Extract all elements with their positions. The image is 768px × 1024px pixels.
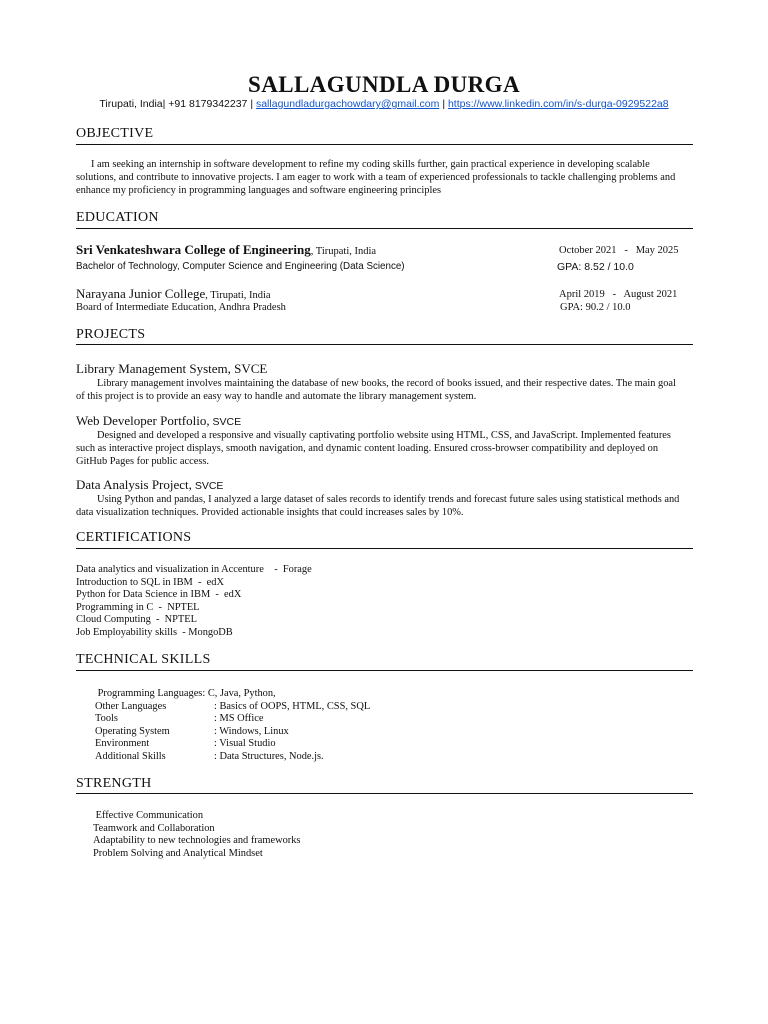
project-name: Library Management System, SVCE: [76, 361, 268, 376]
skill-value: : MS Office: [214, 713, 264, 725]
strength-item: Teamwork and Collaboration: [93, 822, 215, 834]
skill-name: Environment: [95, 738, 150, 750]
project-title: [76, 477, 223, 493]
section-divider: [76, 670, 693, 671]
education-dates: October 2021 - May 2025: [559, 245, 679, 256]
candidate-name: SALLAGUNDLA DURGA: [248, 72, 520, 97]
certification-item: Data analytics and visualization in Accenture - Forage: [76, 564, 312, 575]
institution-name: Sri Venkateshwara College of Engineering: [76, 242, 311, 257]
skill-name: Tools: [95, 713, 118, 725]
education-degree: Board of Intermediate Education, Andhra Pradesh: [76, 302, 286, 313]
project-description: Using Python and pandas, I analyzed a large dataset of sales records to identify trends and forecast future sales using statistical methods and data visualization techniques. Provided actionable insights that could increases sales by 10%.: [76, 494, 680, 518]
certifications-heading: CERTIFICATIONS: [76, 530, 192, 545]
education-institution: [76, 286, 271, 302]
project-description: Designed and developed a responsive and visually captivating portfolio website using HTML, CSS, and JavaScript. Implemented features such as interactive project displays, smooth navigation, and dynamic content loading. Ensured cross-browser compatibility and deployed on GitHub Pages for public access.: [76, 430, 671, 467]
project-title: [76, 413, 241, 429]
skill-name: Other Languages: [95, 700, 167, 712]
skill-programming-languages: Programming Languages: C, Java, Python,: [95, 688, 276, 699]
project-name: Web Developer Portfolio,: [76, 413, 210, 428]
skill-value: : Data Structures, Node.js.: [214, 750, 324, 762]
skill-name: Operating System: [95, 725, 170, 737]
strength-heading: STRENGTH: [76, 776, 152, 791]
education-institution: [76, 242, 376, 258]
objective-text: I am seeking an internship in software development to refine my coding skills further, gain practical experience in developing scalable solutions, and contribute to innovative projects. I am eager to work with a team of experienced professionals to tackle challenging problems and enhance my proficiency in programming languages and software engineering principles: [76, 159, 676, 196]
project-title: [76, 361, 267, 377]
certification-item: Job Employability skills - MongoDB: [76, 626, 233, 638]
strength-item: Effective Communication: [93, 810, 204, 821]
section-divider: [76, 144, 693, 145]
certifications-list: [76, 564, 312, 640]
certification-item: Python for Data Science in IBM - edX: [76, 589, 242, 601]
location-phone: Tirupati, India| +91 8179342237 |: [99, 98, 254, 110]
email-link[interactable]: sallagundladurgachowdary@gmail.com: [255, 98, 440, 110]
institution-location: , Tirupati, India: [310, 246, 377, 257]
skill-value: : Basics of OOPS, HTML, CSS, SQL: [214, 700, 371, 712]
education-gpa: GPA: 8.52 / 10.0: [557, 261, 634, 273]
certification-item: Programming in C - NPTEL: [76, 601, 200, 613]
contact-separator: |: [442, 98, 446, 110]
skill-value: : Windows, Linux: [214, 725, 289, 737]
certification-item: Introduction to SQL in IBM - edX: [76, 576, 224, 588]
education-heading: EDUCATION: [76, 210, 159, 225]
linkedin-link[interactable]: https://www.linkedin.com/in/s-durga-0929522a8: [447, 98, 669, 110]
section-divider: [76, 344, 693, 345]
skill-name: Additional Skills: [95, 750, 166, 762]
institution-location: , Tirupati, India: [205, 290, 271, 301]
strength-item: Adaptability to new technologies and frameworks: [93, 835, 301, 847]
project-description: Library management involves maintaining the database of new books, the record of books issued, and their respective dates. The main goal of this project is to provide an easy way to handle and automate the library management system.: [76, 378, 676, 402]
section-divider: [76, 228, 693, 229]
education-degree: Bachelor of Technology, Computer Science and Engineering (Data Science): [76, 261, 405, 272]
section-divider: [76, 793, 693, 794]
strength-list: [93, 810, 300, 860]
education-dates: April 2019 - August 2021: [559, 289, 678, 300]
institution-name: Narayana Junior College: [76, 286, 206, 301]
certification-item: Cloud Computing - NPTEL: [76, 614, 197, 626]
project-name: Data Analysis Project,: [76, 477, 192, 492]
contact-line: [0, 98, 768, 110]
section-divider: [76, 548, 693, 549]
projects-heading: PROJECTS: [76, 327, 146, 342]
skill-value: : Visual Studio: [214, 738, 276, 750]
objective-heading: OBJECTIVE: [76, 126, 154, 141]
project-org: SVCE: [191, 480, 224, 492]
education-gpa: GPA: 90.2 / 10.0: [560, 302, 631, 313]
project-org: SVCE: [209, 416, 242, 428]
strength-item: Problem Solving and Analytical Mindset: [93, 847, 263, 859]
technical-skills-heading: TECHNICAL SKILLS: [76, 652, 211, 667]
